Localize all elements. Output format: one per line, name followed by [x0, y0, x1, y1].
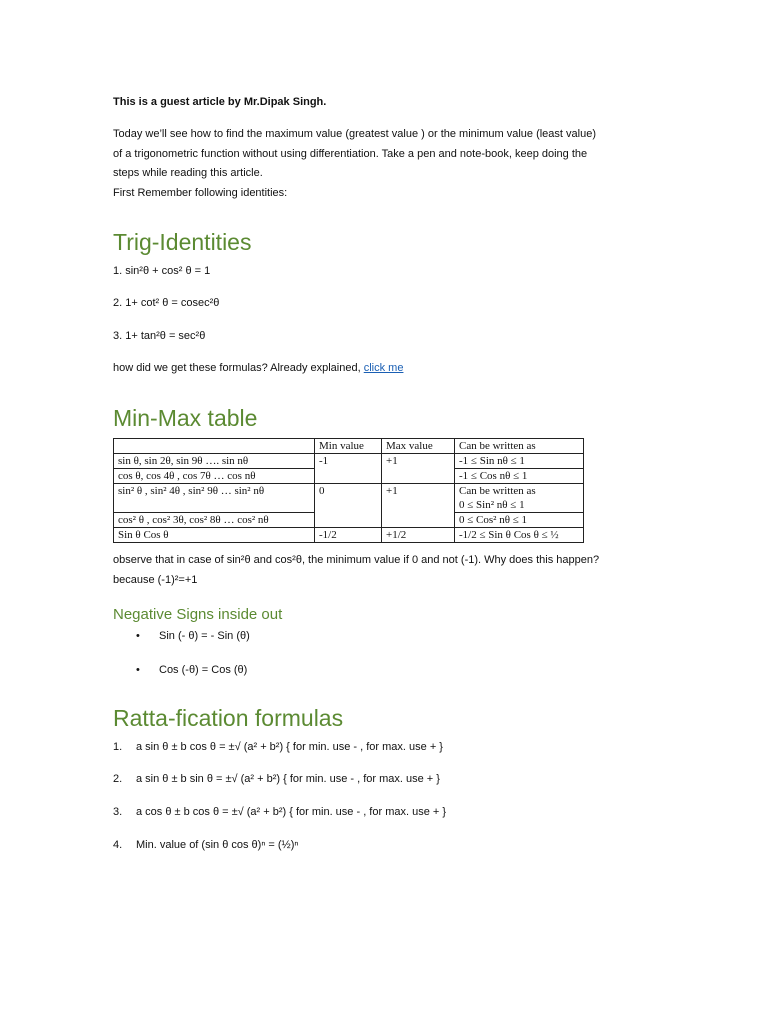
table-cell: sin² θ , sin² 4θ , sin² 9θ … sin² nθ — [114, 484, 315, 513]
formulas-question — [113, 359, 403, 378]
table-cell: cos θ, cos 4θ , cos 7θ … cos nθ — [114, 469, 315, 484]
intro-line-1: Today we’ll see how to find the maximum value (greatest value ) or the minimum value (least value) — [113, 128, 596, 140]
formula-number: 1. — [113, 741, 123, 753]
heading-min-max-table: Min-Max table — [113, 405, 258, 431]
formula-number: 4. — [113, 839, 123, 851]
heading-ratta-fication: Ratta-fication formulas — [113, 705, 344, 731]
table-cell: +1 — [382, 484, 455, 528]
table-header-cell: Min value — [315, 439, 382, 454]
table-header-row — [114, 439, 584, 454]
table-cell: -1/2 — [315, 528, 382, 543]
observe-line-2: because (-1)²=+1 — [113, 574, 198, 586]
identity-3: 3. 1+ tan²θ = sec²θ — [113, 330, 206, 342]
table-cell: 0 — [315, 484, 382, 528]
min-max-table — [113, 438, 584, 543]
intro-line-2: of a trigonometric function without using differentiation. Take a pen and note-book, keep doing the — [113, 148, 588, 160]
question-text: how did we get these formulas? Already explained, — [113, 362, 361, 374]
formula-number: 2. — [113, 773, 123, 785]
table-row — [114, 484, 584, 513]
table-header-cell: Max value — [382, 439, 455, 454]
formula-number: 3. — [113, 806, 123, 818]
table-cell: -1/2 ≤ Sin θ Cos θ ≤ ½ — [455, 528, 584, 543]
table-header-cell — [114, 439, 315, 454]
heading-negative-signs: Negative Signs inside out — [113, 606, 283, 623]
table-cell: Sin θ Cos θ — [114, 528, 315, 543]
written-line-b: 0 ≤ Sin² nθ ≤ 1 — [459, 499, 525, 511]
identity-2: 2. 1+ cot² θ = cosec²θ — [113, 297, 220, 309]
table-header-cell: Can be written as — [455, 439, 584, 454]
formula-2: a sin θ ± b sin θ = ±√ (a² + b²) { for min. use - , for max. use + } — [136, 773, 440, 785]
table-cell — [455, 484, 584, 513]
table-cell: -1 — [315, 454, 382, 484]
bullet-dot: • — [136, 664, 140, 676]
observe-line-1: observe that in case of sin²θ and cos²θ, the minimum value if 0 and not (-1). Why does this happen? — [113, 554, 600, 566]
byline: This is a guest article by Mr.Dipak Singh. — [113, 96, 327, 108]
table-cell: sin θ, sin 2θ, sin 9θ …. sin nθ — [114, 454, 315, 469]
table-cell: cos² θ , cos² 3θ, cos² 8θ … cos² nθ — [114, 513, 315, 528]
table-cell: -1 ≤ Cos nθ ≤ 1 — [455, 469, 584, 484]
heading-trig-identities: Trig-Identities — [113, 229, 252, 255]
table-row — [114, 454, 584, 469]
table-cell: +1/2 — [382, 528, 455, 543]
identity-1: 1. sin²θ + cos² θ = 1 — [113, 265, 211, 277]
bullet-dot: • — [136, 630, 140, 642]
formula-4: Min. value of (sin θ cos θ)ⁿ = (½)ⁿ — [136, 839, 299, 851]
table-cell: 0 ≤ Cos² nθ ≤ 1 — [455, 513, 584, 528]
formula-1: a sin θ ± b cos θ = ±√ (a² + b²) { for min. use - , for max. use + } — [136, 741, 443, 753]
click-me-link[interactable]: click me — [363, 362, 404, 374]
intro-line-3: steps while reading this article. — [113, 167, 263, 179]
negative-cos: Cos (-θ) = Cos (θ) — [159, 664, 248, 676]
table-cell: -1 ≤ Sin nθ ≤ 1 — [455, 454, 584, 469]
negative-sin: Sin (- θ) = - Sin (θ) — [159, 630, 250, 642]
intro-line-4: First Remember following identities: — [113, 187, 288, 199]
table-row — [114, 528, 584, 543]
table-cell: +1 — [382, 454, 455, 484]
written-line-a: Can be written as — [459, 485, 536, 497]
formula-3: a cos θ ± b cos θ = ±√ (a² + b²) { for min. use - , for max. use + } — [136, 806, 447, 818]
